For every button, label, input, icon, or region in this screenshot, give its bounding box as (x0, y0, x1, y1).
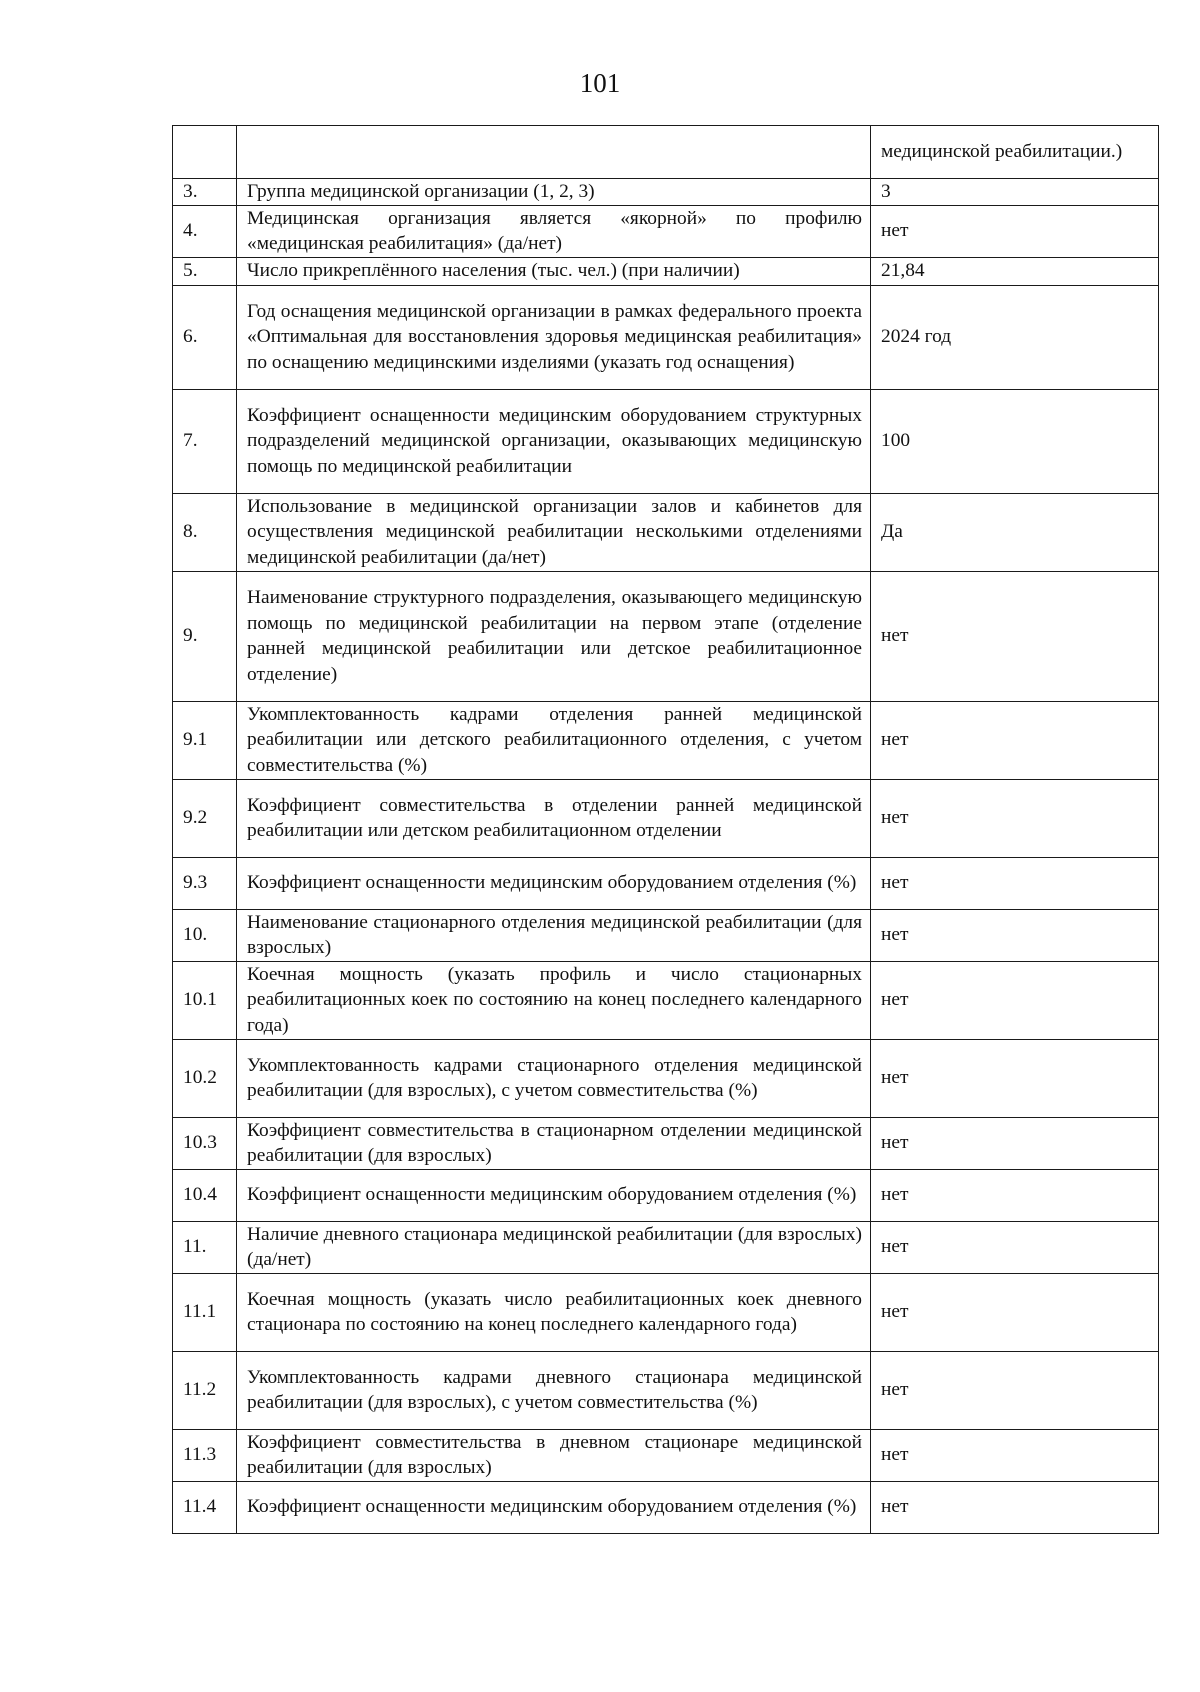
row-value: нет (871, 1273, 1159, 1351)
row-value: нет (871, 1481, 1159, 1533)
row-number: 6. (173, 285, 237, 389)
row-value: 3 (871, 179, 1159, 206)
row-number: 11.4 (173, 1481, 237, 1533)
table-row (173, 909, 1159, 961)
row-number: 8. (173, 493, 237, 571)
row-value: нет (871, 857, 1159, 909)
row-number: 10.3 (173, 1117, 237, 1169)
row-description: Наименование структурного подразделения, оказывающего медицинскую помощь по медицинской реабилитации на первом этапе (отделение ранней медицинской реабилитации или детское реабилитационное отделение) (237, 571, 871, 701)
table-row (173, 493, 1159, 571)
table-row (173, 126, 1159, 179)
table-row (173, 1273, 1159, 1351)
row-number: 3. (173, 179, 237, 206)
row-value: нет (871, 571, 1159, 701)
page-number: 101 (579, 68, 621, 98)
row-value: нет (871, 205, 1159, 257)
row-number: 7. (173, 389, 237, 493)
row-value: нет (871, 779, 1159, 857)
row-description: Коэффициент оснащенности медицинским оборудованием отделения (%) (237, 1481, 871, 1533)
row-number (173, 126, 237, 179)
row-description: Укомплектованность кадрами отделения ранней медицинской реабилитации или детского реабилитационного отделения, с учетом совместительства (%) (237, 701, 871, 779)
table-row (173, 779, 1159, 857)
row-value: нет (871, 701, 1159, 779)
row-number: 10.2 (173, 1039, 237, 1117)
row-value: нет (871, 1117, 1159, 1169)
table-row (173, 257, 1159, 285)
row-number: 10.1 (173, 961, 237, 1039)
row-description: Коечная мощность (указать число реабилитационных коек дневного стационара по состоянию на конец последнего календарного года) (237, 1273, 871, 1351)
row-number: 10. (173, 909, 237, 961)
row-number: 9.2 (173, 779, 237, 857)
table-row (173, 961, 1159, 1039)
table-row (173, 1481, 1159, 1533)
row-number: 9.3 (173, 857, 237, 909)
row-value: 2024 год (871, 285, 1159, 389)
row-description: Медицинская организация является «якорной» по профилю «медицинская реабилитация» (да/нет) (237, 205, 871, 257)
row-description: Использование в медицинской организации залов и кабинетов для осуществления медицинской реабилитации несколькими отделениями медицинской реабилитации (да/нет) (237, 493, 871, 571)
table-row (173, 285, 1159, 389)
table-row (173, 571, 1159, 701)
row-number: 4. (173, 205, 237, 257)
row-description: Коэффициент оснащенности медицинским оборудованием структурных подразделений медицинской организации, оказывающих медицинскую помощь по медицинской реабилитации (237, 389, 871, 493)
row-value: нет (871, 1351, 1159, 1429)
table-row (173, 1351, 1159, 1429)
table-row (173, 1039, 1159, 1117)
row-number: 9.1 (173, 701, 237, 779)
table-row (173, 701, 1159, 779)
row-number: 5. (173, 257, 237, 285)
row-number: 11. (173, 1221, 237, 1273)
table-row (173, 205, 1159, 257)
row-value: нет (871, 1169, 1159, 1221)
table-row (173, 1117, 1159, 1169)
table-row (173, 179, 1159, 206)
row-description: Год оснащения медицинской организации в рамках федерального проекта «Оптимальная для восстановления здоровья медицинская реабилитация» по оснащению медицинскими изделиями (указать год оснащения) (237, 285, 871, 389)
row-value: медицинской реабилитации.) (871, 126, 1159, 179)
row-number: 11.3 (173, 1429, 237, 1481)
row-description: Укомплектованность кадрами дневного стационара медицинской реабилитации (для взрослых), с учетом совместительства (%) (237, 1351, 871, 1429)
row-number: 11.2 (173, 1351, 237, 1429)
row-description: Наименование стационарного отделения медицинской реабилитации (для взрослых) (237, 909, 871, 961)
row-value: нет (871, 1429, 1159, 1481)
row-number: 9. (173, 571, 237, 701)
table-row (173, 1169, 1159, 1221)
row-value: нет (871, 961, 1159, 1039)
row-description: Коечная мощность (указать профиль и число стационарных реабилитационных коек по состоянию на конец последнего календарного года) (237, 961, 871, 1039)
indicator-table (172, 125, 1159, 1534)
row-number: 10.4 (173, 1169, 237, 1221)
row-description: Коэффициент оснащенности медицинским оборудованием отделения (%) (237, 857, 871, 909)
row-description: Коэффициент оснащенности медицинским оборудованием отделения (%) (237, 1169, 871, 1221)
table-row (173, 1221, 1159, 1273)
row-value: нет (871, 1039, 1159, 1117)
row-number: 11.1 (173, 1273, 237, 1351)
row-description: Группа медицинской организации (1, 2, 3) (237, 179, 871, 206)
table-row (173, 389, 1159, 493)
row-value: нет (871, 1221, 1159, 1273)
row-description (237, 126, 871, 179)
row-description: Число прикреплённого населения (тыс. чел.) (при наличии) (237, 257, 871, 285)
row-value: нет (871, 909, 1159, 961)
row-value: 100 (871, 389, 1159, 493)
table-row (173, 857, 1159, 909)
row-value: 21,84 (871, 257, 1159, 285)
row-description: Наличие дневного стационара медицинской реабилитации (для взрослых) (да/нет) (237, 1221, 871, 1273)
row-description: Укомплектованность кадрами стационарного отделения медицинской реабилитации (для взрослых), с учетом совместительства (%) (237, 1039, 871, 1117)
row-description: Коэффициент совместительства в отделении ранней медицинской реабилитации или детском реабилитационном отделении (237, 779, 871, 857)
row-description: Коэффициент совместительства в дневном стационаре медицинской реабилитации (для взрослых) (237, 1429, 871, 1481)
table-row (173, 1429, 1159, 1481)
row-description: Коэффициент совместительства в стационарном отделении медицинской реабилитации (для взрослых) (237, 1117, 871, 1169)
row-value: Да (871, 493, 1159, 571)
